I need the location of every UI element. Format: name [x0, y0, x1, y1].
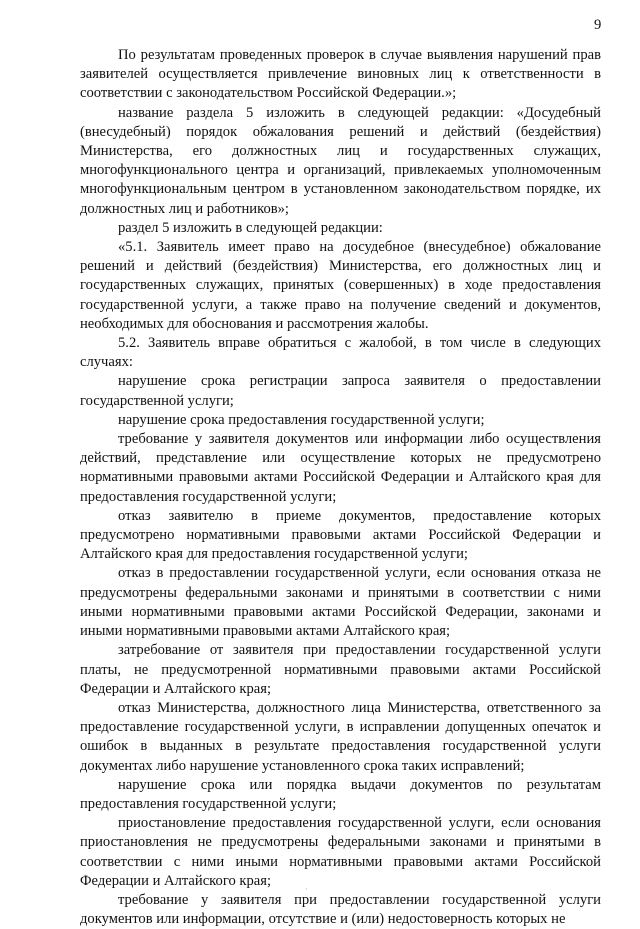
- paragraph: затребование от заявителя при предоставлении государственной услуги платы, не предусмотренной нормативными правовыми актами Российской Федерации и Алтайского края;: [80, 642, 601, 697]
- page-number: 9: [594, 17, 602, 33]
- paragraph: нарушение срока или порядка выдачи документов по результатам предоставления государственной услуги;: [80, 776, 601, 812]
- paragraph: требование у заявителя при предоставлении государственной услуги документов или информации, отсутствие и (или) недостоверность которых не: [80, 891, 601, 928]
- paragraph: отказ заявителю в приеме документов, предоставление которых предусмотрено нормативными правовыми актами Российской Федерации и Алтайского края для предоставления государственной услуги;: [80, 507, 601, 563]
- paragraph: приостановление предоставления государственной услуги, если основания приостановления не предусмотрены федеральными законами и принятыми в соответствии с ними иными нормативными правовыми актами Российской Федерации и Алтайского края;: [80, 815, 601, 889]
- paragraph: нарушение срока предоставления государственной услуги;: [118, 411, 485, 428]
- document-body: [80, 46, 601, 929]
- paragraph: раздел 5 изложить в следующей редакции:: [118, 219, 383, 236]
- paragraph: отказ Министерства, должностного лица Министерства, ответственного за предоставление государственной услуги, в исправлении допущенных опечаток и ошибок в выданных в результате предоставления государственной услуги документах либо нарушение установленного срока таких исправлений;: [80, 699, 601, 774]
- paragraph: нарушение срока регистрации запроса заявителя о предоставлении государственной услуги;: [80, 373, 601, 409]
- paragraph: По результатам проведенных проверок в случае выявления нарушений прав заявителей осуществляется привлечение виновных лиц к ответственности в соответствии с законодательством Российской Федерации.»;: [80, 47, 601, 102]
- paragraph: отказ в предоставлении государственной услуги, если основания отказа не предусмотрены федеральными законами и принятыми в соответствии с ними иными нормативными правовыми актами Российской Федерации, законами и иными нормативными правовыми актами Алтайского края;: [80, 565, 601, 640]
- paragraph: название раздела 5 изложить в следующей редакции: «Досудебный (внесудебный) порядок обжалования решений и действий (бездействия) Министерства, его должностных лиц и государственных служащих, многофункционального центра и организаций, привлекаемых уполномоченным многофункциональным центром в установленном законодательством порядке, их должностных лиц и работников»;: [80, 104, 601, 217]
- paragraph: «5.1. Заявитель имеет право на досудебное (внесудебное) обжалование решений и действий (бездействия) Министерства, его должностных лиц и государственных служащих, принятых (совершенных) в ходе предоставления государственной услуги, а также право на получение сведений и документов, необходимых для обоснования и рассмотрения жалобы.: [80, 239, 601, 332]
- scan-mark: ·: [305, 885, 308, 894]
- paragraph: 5.2. Заявитель вправе обратиться с жалобой, в том числе в следующих случаях:: [80, 335, 601, 371]
- paragraph: требование у заявителя документов или информации либо осуществления действий, представление или осуществление которых не предусмотрено нормативными правовыми актами Российской Федерации и Алтайского края для предоставления государственной услуги;: [80, 431, 601, 505]
